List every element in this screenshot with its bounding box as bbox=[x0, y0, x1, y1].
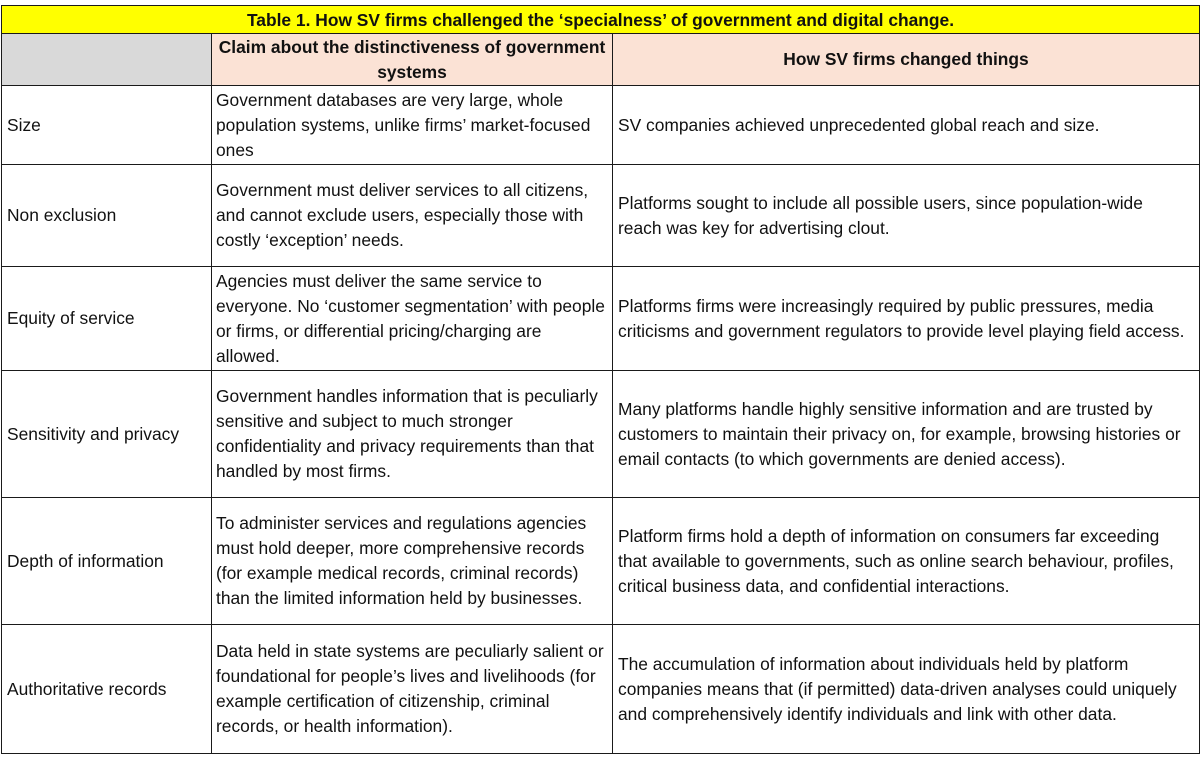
row-change: SV companies achieved unprecedented global reach and size. bbox=[613, 86, 1200, 165]
row-label-authoritative-records: Authoritative records bbox=[2, 625, 212, 754]
table-row bbox=[2, 625, 1200, 754]
row-claim: To administer services and regulations agencies must hold deeper, more comprehensive records (for example medical records, criminal records) than the limited information held by businesses. bbox=[212, 498, 613, 625]
row-label-depth-of-information: Depth of information bbox=[2, 498, 212, 625]
row-change: Platforms sought to include all possible users, since population-wide reach was key for advertising clout. bbox=[613, 165, 1200, 267]
row-label-non-exclusion: Non exclusion bbox=[2, 165, 212, 267]
header-change: How SV firms changed things bbox=[613, 34, 1200, 86]
row-label-size: Size bbox=[2, 86, 212, 165]
row-claim: Agencies must deliver the same service to everyone. No ‘customer segmentation’ with people or firms, or differential pricing/charging are allowed. bbox=[212, 267, 613, 371]
header-blank-cell bbox=[2, 34, 212, 86]
table-title: Table 1. How SV firms challenged the ‘specialness’ of government and digital change. bbox=[2, 6, 1200, 34]
row-change: The accumulation of information about individuals held by platform companies means that (if permitted) data-driven analyses could uniquely and comprehensively identify individuals and link with other data. bbox=[613, 625, 1200, 754]
header-claim: Claim about the distinctiveness of government systems bbox=[212, 34, 613, 86]
row-change: Platform firms hold a depth of information on consumers far exceeding that available to governments, such as online search behaviour, profiles, critical business data, and confidential interactions. bbox=[613, 498, 1200, 625]
header-row bbox=[2, 34, 1200, 86]
row-claim: Data held in state systems are peculiarly salient or foundational for people’s lives and livelihoods (for example certification of citizenship, criminal records, or health information). bbox=[212, 625, 613, 754]
row-label-equity-of-service: Equity of service bbox=[2, 267, 212, 371]
table-row bbox=[2, 371, 1200, 498]
table-row bbox=[2, 267, 1200, 371]
table-row bbox=[2, 498, 1200, 625]
row-label-sensitivity-and-privacy: Sensitivity and privacy bbox=[2, 371, 212, 498]
table-row bbox=[2, 86, 1200, 165]
row-change: Many platforms handle highly sensitive information and are trusted by customers to maintain their privacy on, for example, browsing histories or email contacts (to which governments are denied access). bbox=[613, 371, 1200, 498]
row-change: Platforms firms were increasingly required by public pressures, media criticisms and government regulators to provide level playing field access. bbox=[613, 267, 1200, 371]
row-claim: Government must deliver services to all citizens, and cannot exclude users, especially those with costly ‘exception’ needs. bbox=[212, 165, 613, 267]
title-row bbox=[2, 6, 1200, 34]
table-row bbox=[2, 165, 1200, 267]
row-claim: Government handles information that is peculiarly sensitive and subject to much stronger confidentiality and privacy requirements than that handled by most firms. bbox=[212, 371, 613, 498]
comparison-table bbox=[1, 5, 1200, 754]
row-claim: Government databases are very large, whole population systems, unlike firms’ market-focused ones bbox=[212, 86, 613, 165]
